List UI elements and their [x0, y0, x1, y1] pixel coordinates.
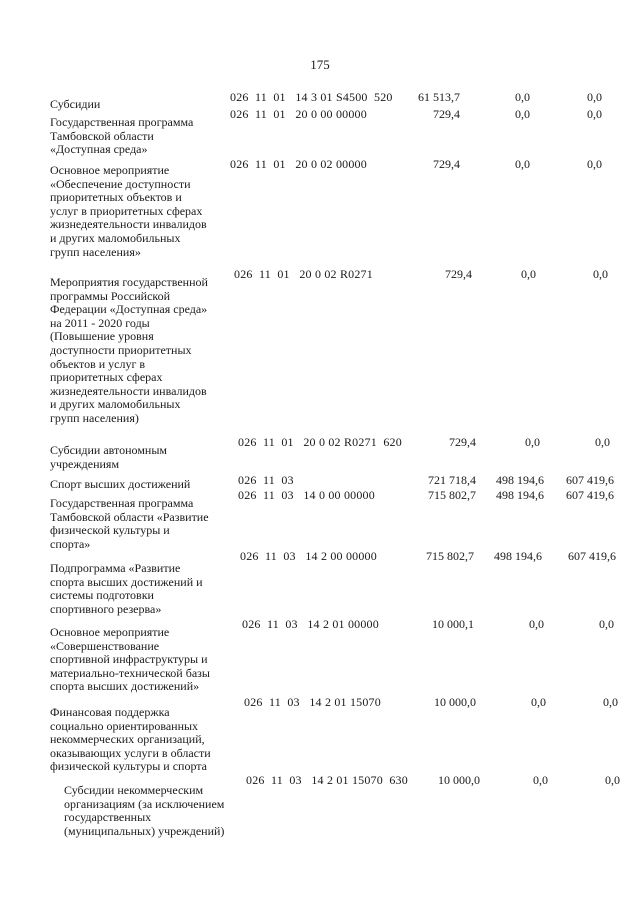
row-value-1: 61 513,7 [418, 90, 460, 104]
row-code: 026 11 01 14 3 01 S4500 520 [230, 90, 393, 104]
row-code: 026 11 03 14 0 00 00000 [238, 488, 375, 502]
row-value-2: 498 194,6 [494, 549, 542, 563]
row-code: 026 11 01 20 0 02 R0271 620 [238, 435, 402, 449]
row-name: Государственная программа Тамбовской области «Развитие физической культуры и спорта» [50, 496, 209, 551]
row-value-3: 607 419,6 [568, 549, 616, 563]
page-number: 175 [310, 57, 330, 72]
row-value-2: 0,0 [515, 107, 530, 121]
row-value-1: 10 000,1 [432, 617, 474, 631]
row-value-3: 0,0 [599, 617, 614, 631]
row-value-3: 0,0 [587, 107, 602, 121]
row-value-2: 0,0 [515, 90, 530, 104]
row-value-2: 498 194,6 [496, 473, 544, 487]
row-name: Субсидии [50, 97, 101, 111]
row-value-2: 498 194,6 [496, 488, 544, 502]
row-value-3: 0,0 [587, 90, 602, 104]
row-value-2: 0,0 [529, 617, 544, 631]
row-value-1: 10 000,0 [434, 695, 476, 709]
row-value-2: 0,0 [521, 267, 536, 281]
row-code: 026 11 01 20 0 02 00000 [230, 157, 367, 171]
row-value-2: 0,0 [531, 695, 546, 709]
row-value-3: 607 419,6 [566, 488, 614, 502]
row-value-3: 0,0 [595, 435, 610, 449]
row-code: 026 11 01 20 0 02 R0271 [234, 267, 373, 281]
row-name: Финансовая поддержка социально ориентированных некоммерческих организаций, оказывающих услуги в области физической культуры и спорта [50, 705, 211, 774]
row-value-1: 10 000,0 [438, 773, 480, 787]
row-name: Основное мероприятие «Обеспечение доступности приоритетных объектов и услуг в приоритетных сферах жизнедеятельности инвалидов и других маломобильных групп населения» [50, 163, 207, 259]
row-code: 026 11 03 14 2 01 15070 630 [246, 773, 408, 787]
row-value-3: 0,0 [605, 773, 620, 787]
row-value-2: 0,0 [515, 157, 530, 171]
row-name: Субсидии автономным учреждениям [50, 443, 167, 471]
row-code: 026 11 03 14 2 01 15070 [244, 695, 381, 709]
row-value-1: 715 802,7 [426, 549, 474, 563]
row-value-1: 729,4 [433, 107, 460, 121]
row-name: Спорт высших достижений [50, 477, 191, 491]
row-value-1: 729,4 [449, 435, 476, 449]
row-name: Государственная программа Тамбовской области «Доступная среда» [50, 115, 194, 157]
row-code: 026 11 03 14 2 00 00000 [240, 549, 377, 563]
row-value-2: 0,0 [533, 773, 548, 787]
row-name: Основное мероприятие «Совершенствование спортивной инфраструктуры и материально-технической базы спорта высших достижений» [50, 625, 210, 694]
row-value-1: 715 802,7 [428, 488, 476, 502]
row-value-1: 729,4 [445, 267, 472, 281]
row-value-3: 0,0 [603, 695, 618, 709]
row-value-2: 0,0 [525, 435, 540, 449]
row-value-1: 729,4 [433, 157, 460, 171]
row-code: 026 11 03 14 2 01 00000 [242, 617, 379, 631]
row-code: 026 11 01 20 0 00 00000 [230, 107, 367, 121]
row-name: Подпрограмма «Развитие спорта высших достижений и системы подготовки спортивного резерва» [50, 561, 203, 616]
row-name: Субсидии некоммерческим организациям (за исключением государственных (муниципальных) учреждений) [64, 783, 225, 838]
row-value-3: 0,0 [587, 157, 602, 171]
row-value-1: 721 718,4 [428, 473, 476, 487]
row-code: 026 11 03 [238, 473, 294, 487]
row-value-3: 607 419,6 [566, 473, 614, 487]
row-name: Мероприятия государственной программы Российской Федерации «Доступная среда» на 2011 - 2020 годы (Повышение уровня доступности приоритетных объектов и услуг в приоритетных сферах жизнедеятельности инвалидов и других маломобильных групп населения) [50, 275, 208, 425]
row-value-3: 0,0 [593, 267, 608, 281]
